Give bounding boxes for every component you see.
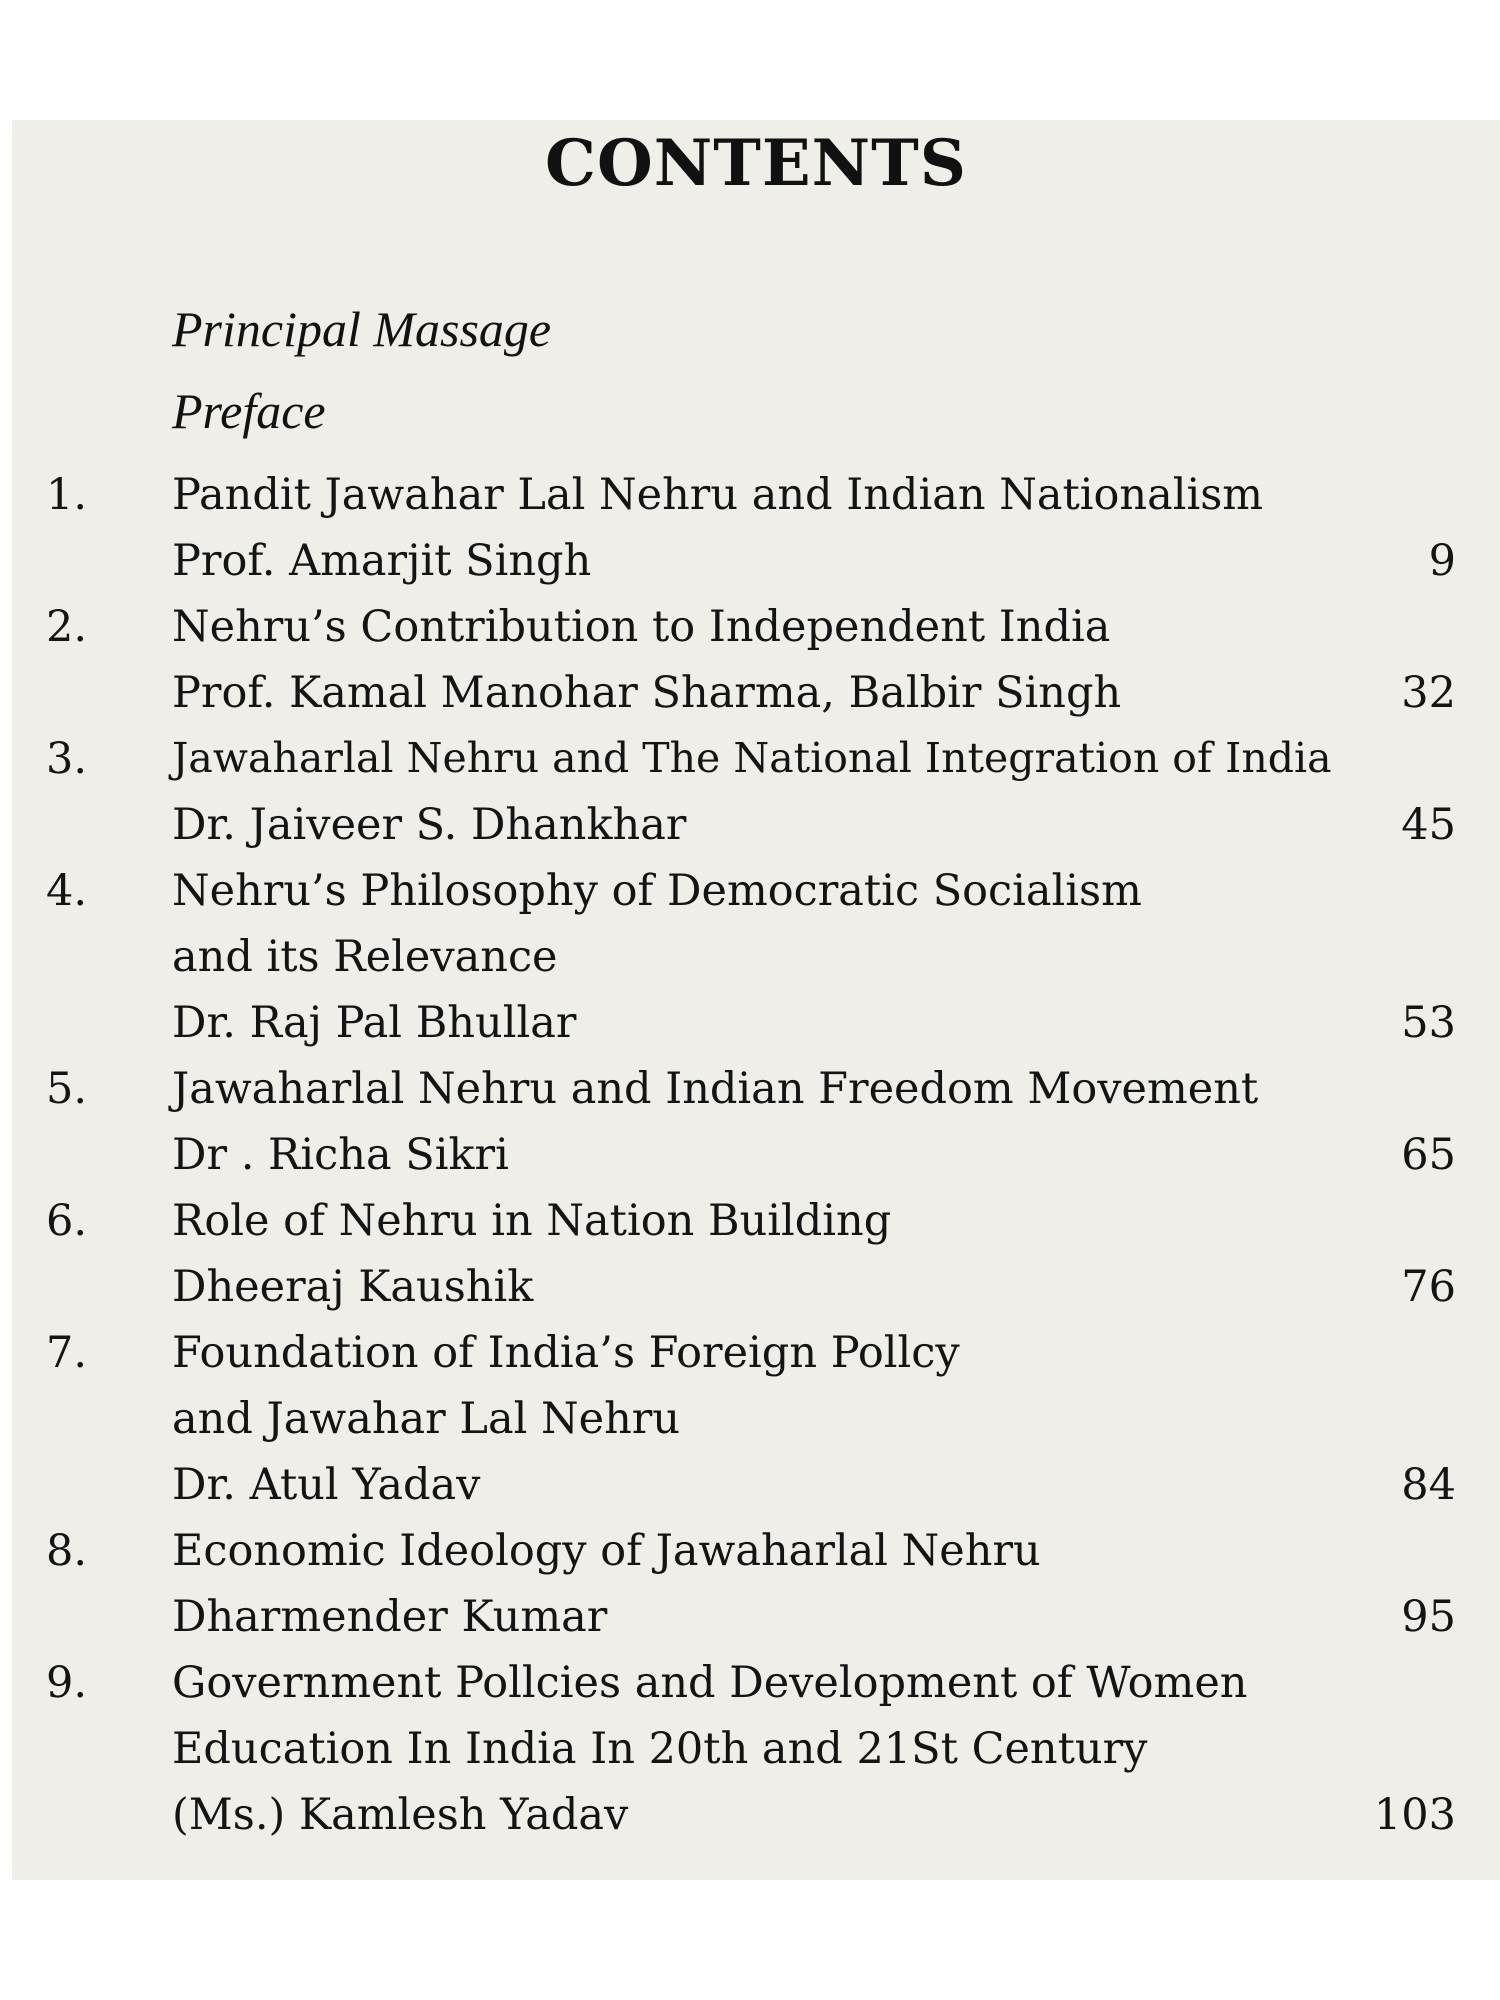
entry-number: 2. [46,602,88,652]
entry-number: 3. [46,734,88,784]
toc-entry-9-author [12,1790,1500,1856]
toc-entry-7-title-cont [12,1394,1500,1460]
entry-page-number: 32 [1401,668,1456,718]
entry-number: 9. [46,1658,88,1708]
toc-entry-2-title [12,602,1500,668]
toc-entry-5-title [12,1064,1500,1130]
entry-page-number: 53 [1401,998,1456,1048]
entry-title: Role of Nehru in Nation Building [172,1196,892,1246]
entry-title: Nehru’s Philosophy of Democratic Socialism [172,866,1142,916]
entry-title: Foundation of India’s Foreign Pollcy [172,1328,960,1378]
entry-title: Jawaharlal Nehru and Indian Freedom Movement [172,1064,1259,1114]
entry-number: 7. [46,1328,88,1378]
toc-entry-6-author [12,1262,1500,1328]
entry-page-number: 84 [1401,1460,1456,1510]
entry-author: Dheeraj Kaushik [172,1262,534,1312]
toc-entry-7-author [12,1460,1500,1526]
toc-entry-8-title [12,1526,1500,1592]
entry-page-number: 9 [1428,536,1456,586]
page-title: CONTENTS [545,126,967,201]
entry-page-number: 95 [1401,1592,1456,1642]
entry-author: Dr . Richa Sikri [172,1130,509,1180]
entry-title-continued: and Jawahar Lal Nehru [172,1394,681,1444]
entry-title: Jawaharlal Nehru and The National Integration of India [172,734,1332,782]
toc-entry-9-title-cont [12,1724,1500,1790]
entry-page-number: 45 [1401,800,1456,850]
entry-page-number: 103 [1373,1790,1456,1840]
entry-title-continued: Education In India In 20th and 21St Century [172,1724,1148,1774]
front-matter-preface: Preface [172,383,326,439]
entry-author: Prof. Amarjit Singh [172,536,592,586]
entry-author: (Ms.) Kamlesh Yadav [172,1790,629,1840]
entry-author: Dr. Jaiveer S. Dhankhar [172,800,687,850]
entry-number: 8. [46,1526,88,1576]
toc-entry-9-title [12,1658,1500,1724]
toc-entry-1-title [12,470,1500,536]
entry-title: Economic Ideology of Jawaharlal Nehru [172,1526,1041,1576]
entry-author: Dr. Atul Yadav [172,1460,481,1510]
entry-title-continued: and its Relevance [172,932,558,982]
entry-title: Government Pollcies and Development of Women [172,1658,1248,1708]
entry-number: 6. [46,1196,88,1246]
toc-entry-3-title [12,734,1500,800]
toc-entry-6-title [12,1196,1500,1262]
toc-entry-4-author [12,998,1500,1064]
toc-entry-5-author [12,1130,1500,1196]
toc-entry-1-author [12,536,1500,602]
entry-page-number: 76 [1401,1262,1456,1312]
scanned-page [12,120,1500,1880]
entry-author: Dr. Raj Pal Bhullar [172,998,577,1048]
entry-author: Dharmender Kumar [172,1592,608,1642]
entry-number: 5. [46,1064,88,1114]
entry-title: Pandit Jawahar Lal Nehru and Indian Nationalism [172,470,1264,520]
toc-entry-4-title-cont [12,932,1500,998]
toc-entry-4-title [12,866,1500,932]
entry-title: Nehru’s Contribution to Independent India [172,602,1111,652]
toc-entry-3-author [12,800,1500,866]
entry-number: 1. [46,470,88,520]
entry-number: 4. [46,866,88,916]
toc-entry-8-author [12,1592,1500,1658]
entry-author: Prof. Kamal Manohar Sharma, Balbir Singh [172,668,1122,718]
front-matter-principal-message: Principal Massage [172,301,552,357]
toc-entry-2-author [12,668,1500,734]
toc-entry-7-title [12,1328,1500,1394]
entry-page-number: 65 [1401,1130,1456,1180]
